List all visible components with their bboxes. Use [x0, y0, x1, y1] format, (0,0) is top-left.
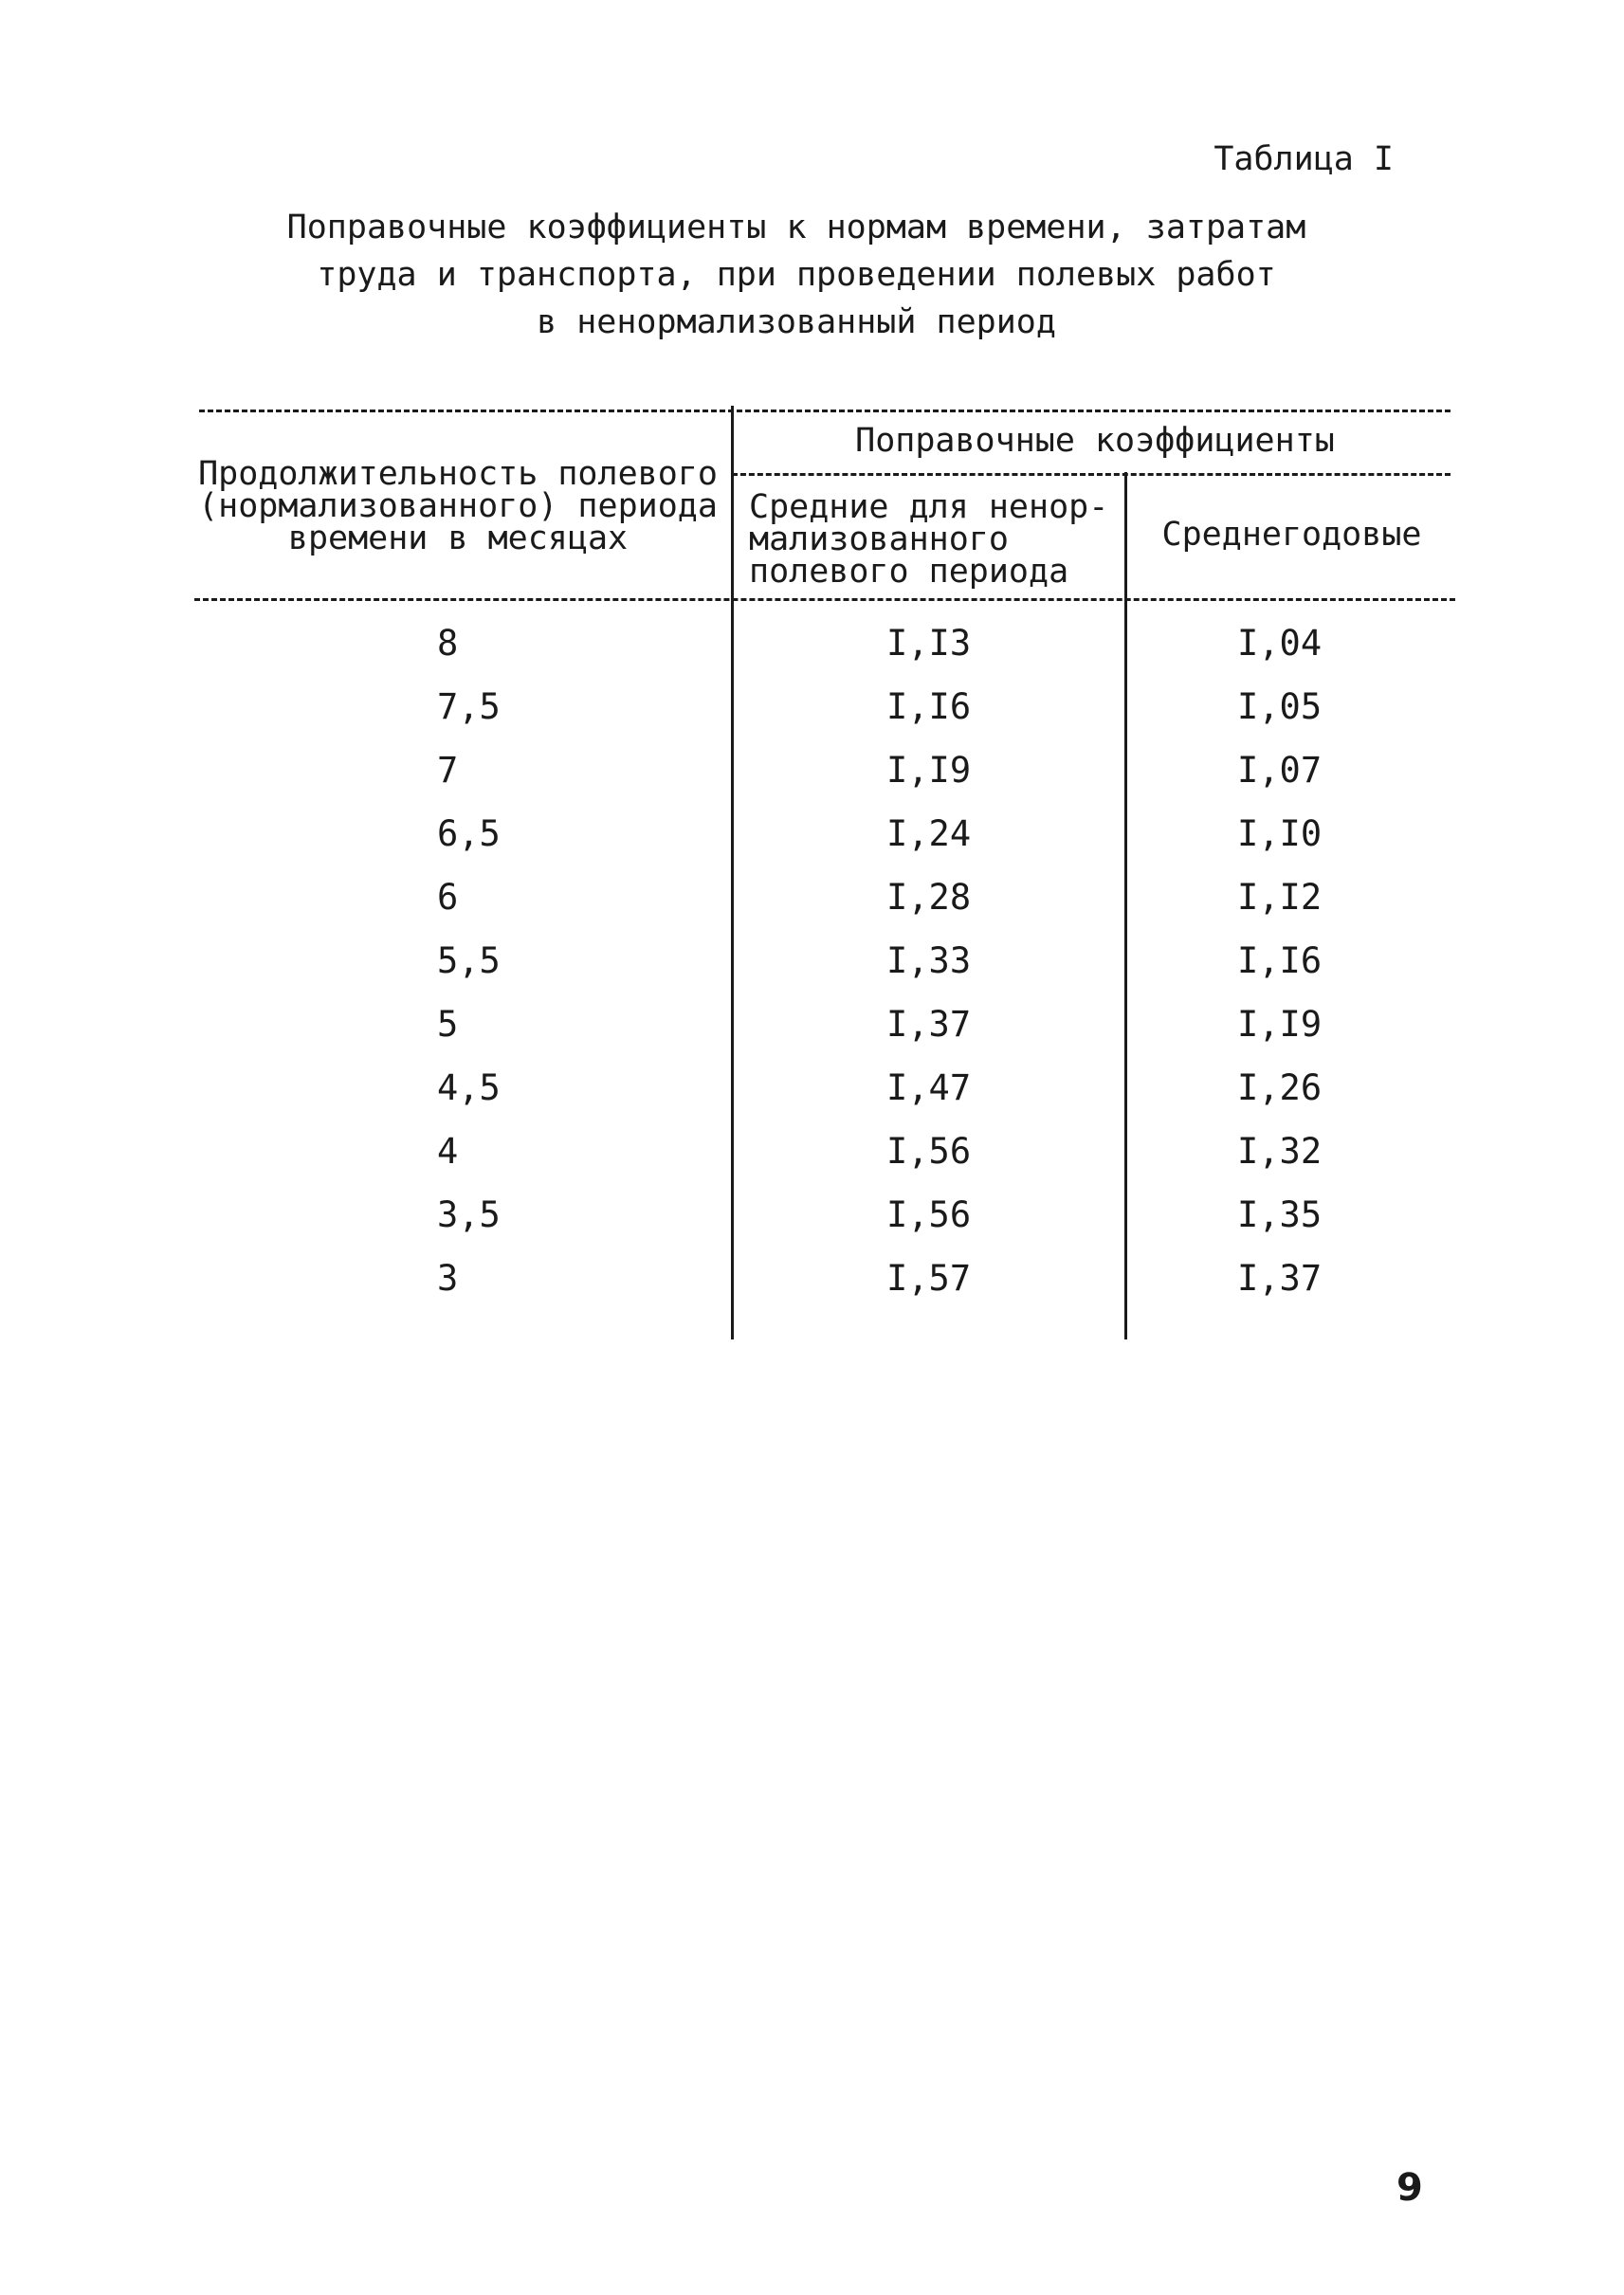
table-row [194, 738, 1455, 802]
table-row [194, 802, 1455, 865]
cell-annual: I,I9 [1237, 1004, 1323, 1045]
header-annual-average: Среднегодовые [1161, 516, 1422, 554]
caption-line: труда и транспорта, при проведении полевых работ [317, 256, 1276, 294]
cell-average: I,I3 [886, 623, 972, 664]
cell-months: 6 [437, 877, 459, 918]
cell-months: 4,5 [437, 1067, 501, 1108]
cell-average: I,24 [886, 813, 972, 854]
table-row [194, 993, 1455, 1056]
cell-average: I,47 [886, 1067, 972, 1108]
cell-months: 3,5 [437, 1194, 501, 1235]
table-row [194, 1056, 1455, 1120]
cell-months: 7 [437, 750, 459, 791]
cell-annual: I,I6 [1237, 940, 1323, 981]
caption-line: в ненормализованный период [537, 303, 1056, 341]
cell-months: 8 [437, 623, 459, 664]
cell-annual: I,05 [1237, 686, 1323, 727]
cell-months: 6,5 [437, 813, 501, 854]
cell-annual: I,26 [1237, 1067, 1323, 1108]
page-number: 9 [1396, 2166, 1423, 2210]
table-caption [246, 204, 1346, 346]
cell-average: I,56 [886, 1131, 972, 1172]
cell-average: I,37 [886, 1004, 972, 1045]
table-label: Таблица I [1213, 140, 1394, 178]
table-row [194, 611, 1455, 675]
cell-average: I,33 [886, 940, 972, 981]
cell-annual: I,35 [1237, 1194, 1323, 1235]
caption-line: Поправочные коэффициенты к нормам времени, затратам [286, 209, 1306, 246]
table-row [194, 1183, 1455, 1247]
cell-months: 7,5 [437, 686, 501, 727]
subheader-rule [732, 473, 1451, 476]
cell-annual: I,04 [1237, 623, 1323, 664]
header-duration: Продолжительность полевого (нормализованного) периода времени в месяцах [198, 455, 718, 557]
cell-months: 3 [437, 1258, 459, 1299]
cell-annual: I,07 [1237, 750, 1323, 791]
cell-annual: I,I2 [1237, 877, 1323, 918]
cell-months: 5 [437, 1004, 459, 1045]
cell-annual: I,32 [1237, 1131, 1323, 1172]
cell-annual: I,I0 [1237, 813, 1323, 854]
cell-months: 4 [437, 1131, 459, 1172]
table-top-rule [199, 410, 1451, 412]
cell-annual: I,37 [1237, 1258, 1323, 1299]
cell-months: 5,5 [437, 940, 501, 981]
header-bottom-rule [194, 598, 1455, 601]
cell-average: I,57 [886, 1258, 972, 1299]
table-row [194, 865, 1455, 929]
table-row [194, 1120, 1455, 1183]
header-average-nonnormalized: Средние для ненор- мализованного полевого периода [749, 488, 1109, 591]
table-row [194, 675, 1455, 738]
header-correction-coefficients: Поправочные коэффициенты [855, 422, 1335, 460]
table-row [194, 929, 1455, 993]
cell-average: I,I6 [886, 686, 972, 727]
cell-average: I,I9 [886, 750, 972, 791]
cell-average: I,28 [886, 877, 972, 918]
table-body [194, 611, 1455, 1310]
table-row [194, 1247, 1455, 1310]
cell-average: I,56 [886, 1194, 972, 1235]
